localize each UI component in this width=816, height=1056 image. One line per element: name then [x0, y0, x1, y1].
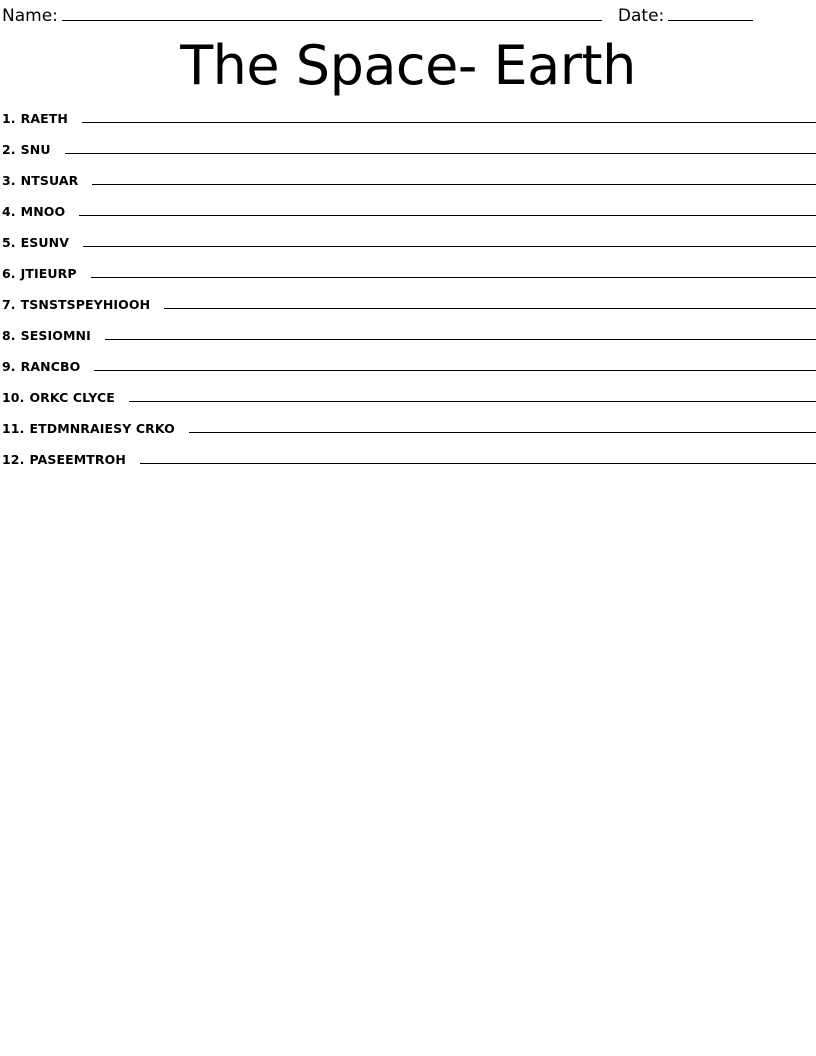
question-word: ESUNV — [20, 234, 69, 250]
list-item — [2, 173, 816, 204]
list-item — [2, 204, 816, 235]
list-item — [2, 266, 816, 297]
question-number: 12. — [2, 451, 25, 467]
list-item — [2, 452, 816, 483]
question-number: 9. — [2, 358, 16, 374]
answer-line[interactable] — [164, 297, 816, 309]
name-label: Name: — [2, 6, 58, 26]
answer-line[interactable] — [92, 173, 816, 185]
question-number: 1. — [2, 110, 16, 126]
list-item — [2, 390, 816, 421]
question-number: 8. — [2, 327, 16, 343]
question-number: 7. — [2, 296, 16, 312]
question-word: RANCBO — [20, 358, 81, 374]
question-word: MNOO — [20, 203, 66, 219]
answer-line[interactable] — [91, 266, 816, 278]
question-word: ORKC CLYCE — [29, 389, 115, 405]
question-number: 3. — [2, 172, 16, 188]
question-number: 10. — [2, 389, 25, 405]
answer-line[interactable] — [65, 142, 816, 154]
student-info-row — [0, 0, 816, 26]
answer-line[interactable] — [79, 204, 816, 216]
answer-line[interactable] — [140, 452, 816, 464]
list-item — [2, 235, 816, 266]
name-input-line[interactable] — [62, 5, 602, 21]
list-item — [2, 142, 816, 173]
list-item — [2, 297, 816, 328]
question-word: TSNSTSPEYHIOOH — [20, 296, 151, 312]
question-number: 6. — [2, 265, 16, 281]
answer-line[interactable] — [83, 235, 816, 247]
question-word: PASEEMTROH — [29, 451, 126, 467]
answer-line[interactable] — [94, 359, 816, 371]
list-item — [2, 111, 816, 142]
list-item — [2, 328, 816, 359]
question-word: SESIOMNI — [20, 327, 91, 343]
answer-line[interactable] — [189, 421, 816, 433]
question-number: 5. — [2, 234, 16, 250]
question-word: ETDMNRAIESY CRKO — [29, 420, 175, 436]
date-input-line[interactable] — [668, 5, 753, 21]
question-word: RAETH — [20, 110, 68, 126]
date-label: Date: — [617, 6, 665, 26]
question-number: 2. — [2, 141, 16, 157]
question-number: 4. — [2, 203, 16, 219]
question-number: 11. — [2, 420, 25, 436]
answer-line[interactable] — [129, 390, 816, 402]
page-title: The Space- Earth — [180, 34, 636, 97]
list-item — [2, 421, 816, 452]
answer-line[interactable] — [82, 111, 816, 123]
answer-line[interactable] — [105, 328, 816, 340]
question-word: JTIEURP — [20, 265, 77, 281]
list-item — [2, 359, 816, 390]
question-list — [0, 111, 816, 483]
question-word: NTSUAR — [20, 172, 79, 188]
question-word: SNU — [20, 141, 51, 157]
